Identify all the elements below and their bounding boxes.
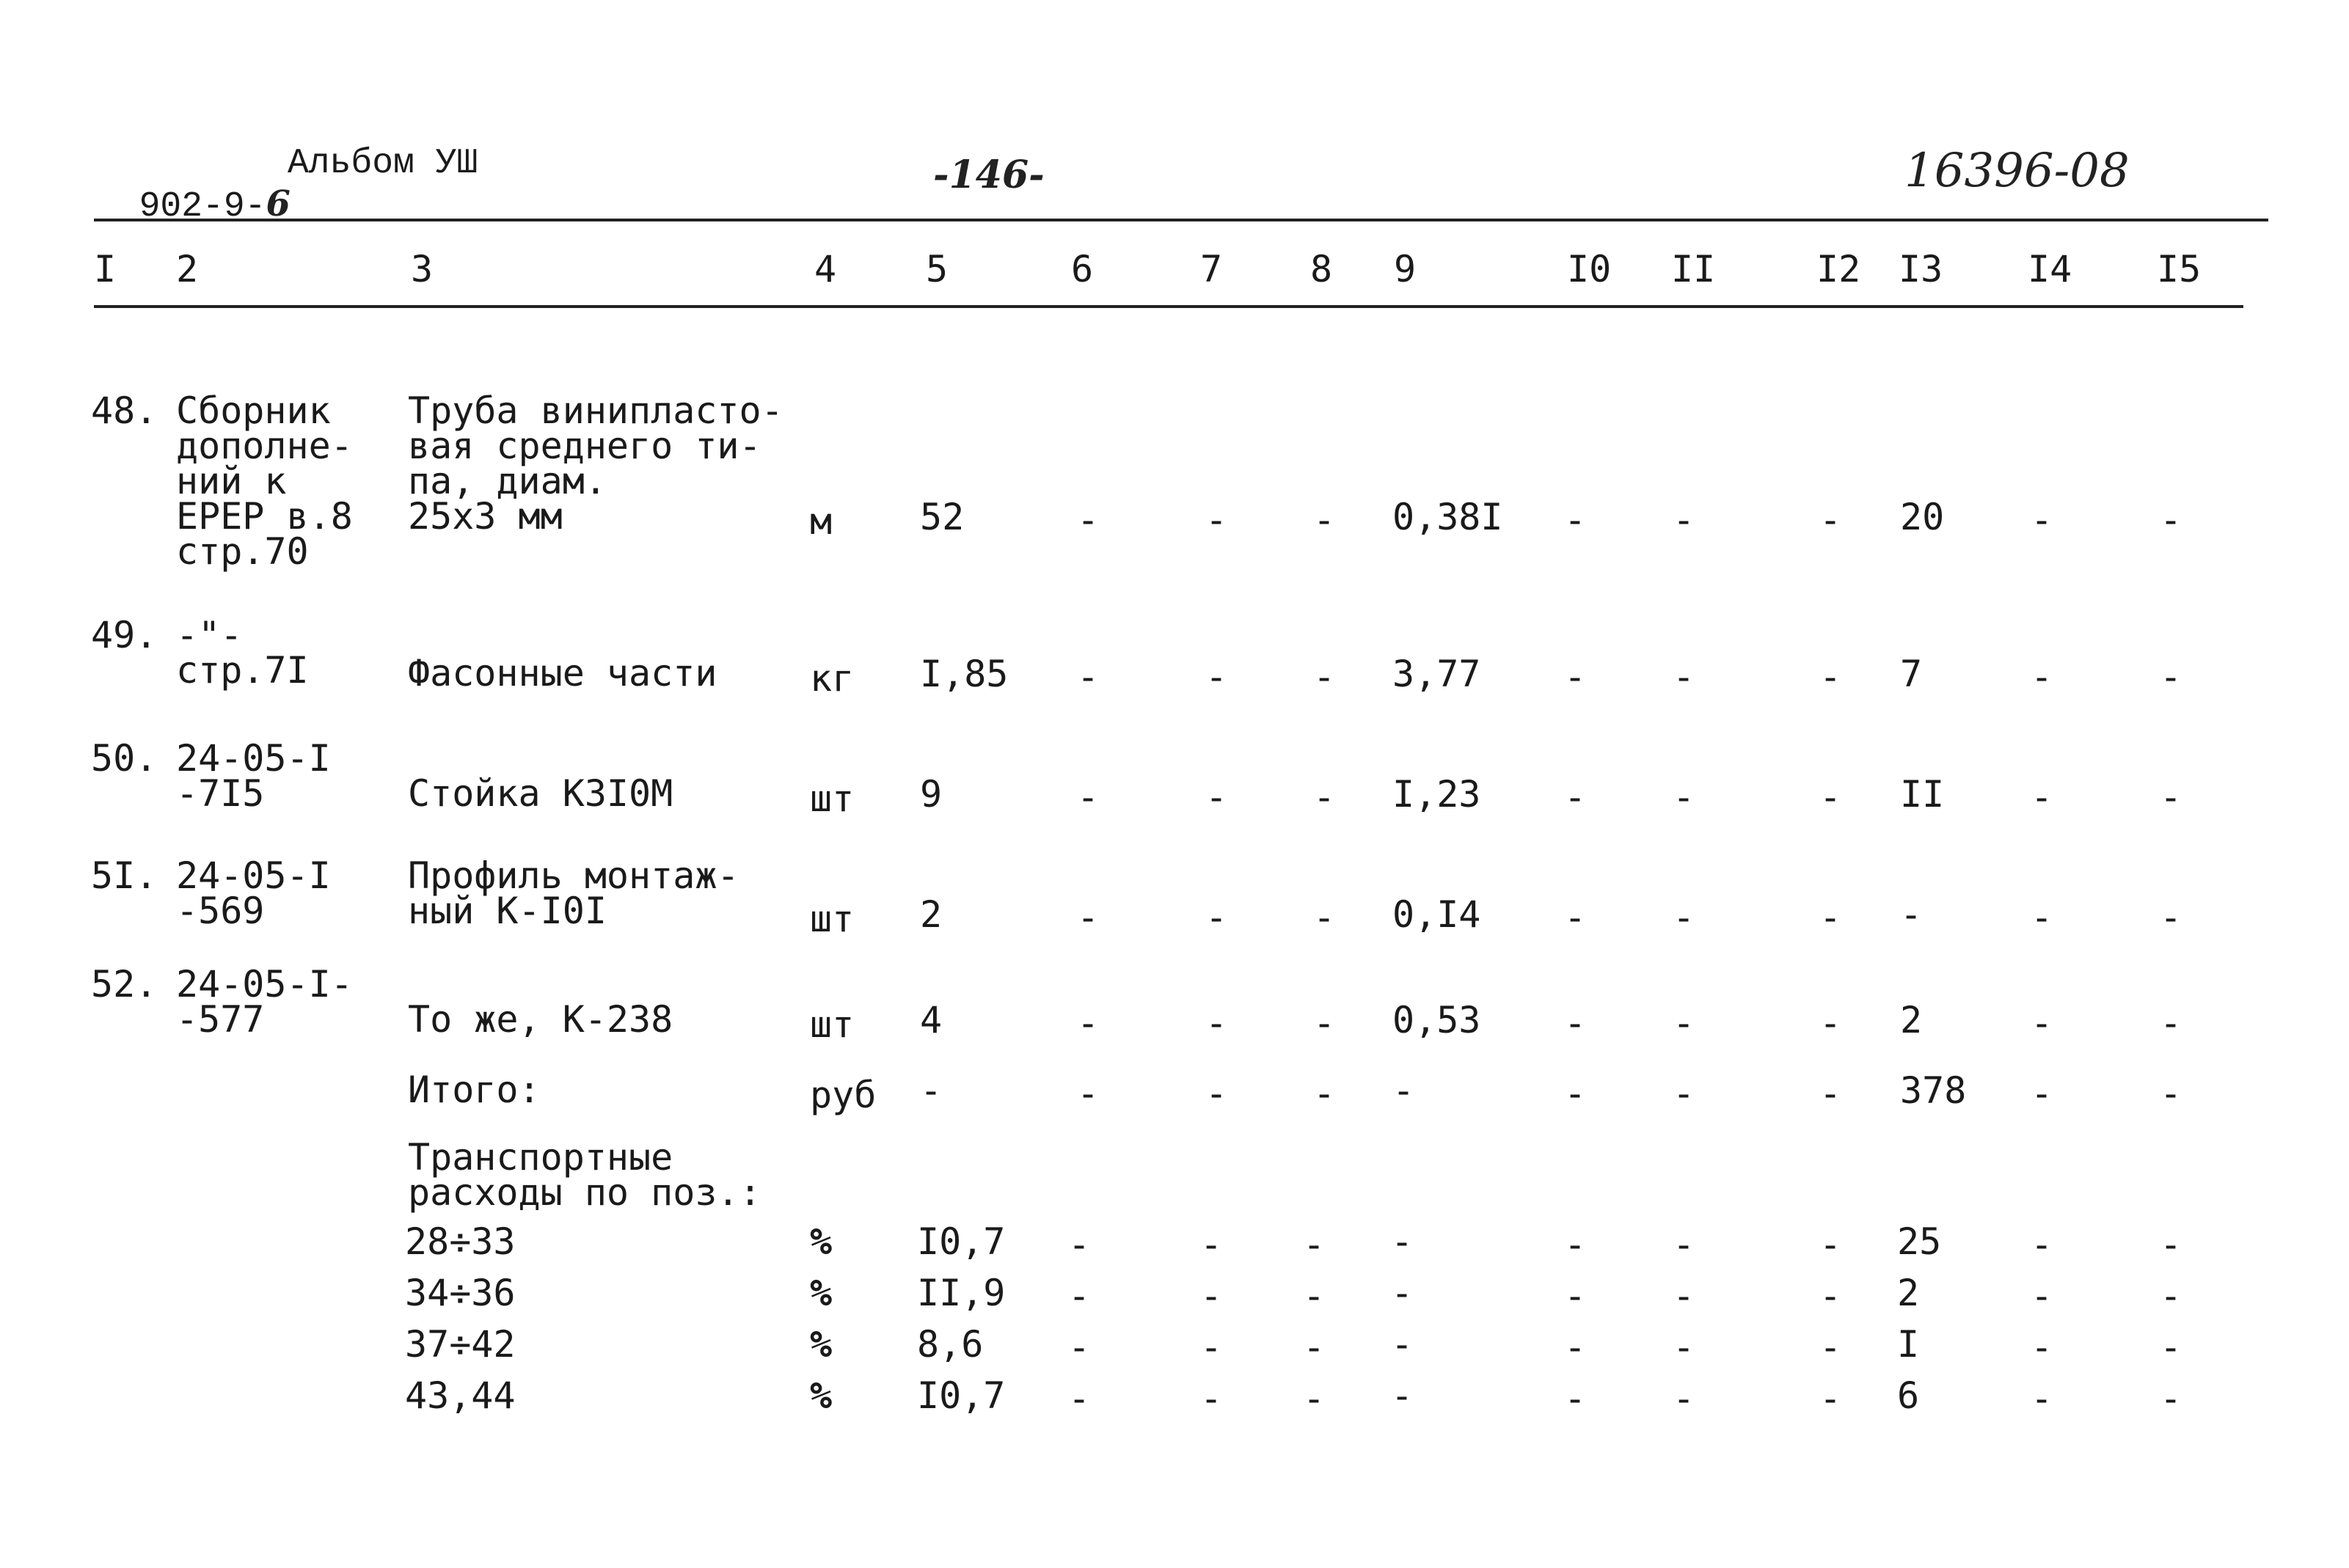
transport-rate: I0,7 <box>917 1374 1006 1417</box>
transport-dash-c6: - <box>1068 1326 1091 1369</box>
transport-percent: % <box>810 1220 833 1263</box>
cell-col13: - <box>1900 893 1923 936</box>
transport-dash-c6: - <box>1068 1223 1091 1266</box>
transport-col9: - <box>1391 1323 1414 1366</box>
column-header-10: I0 <box>1567 248 1612 290</box>
album-code-printed: 902-9- <box>139 187 266 227</box>
cell-dash-c6: - <box>1077 1072 1100 1115</box>
cell-dash-c10: - <box>1564 1002 1587 1044</box>
cell-dash-c15: - <box>2160 1002 2182 1044</box>
transport-percent: % <box>810 1374 833 1417</box>
row-name: Фасонные части <box>408 652 717 695</box>
transport-col9: - <box>1391 1220 1414 1263</box>
row-unit: шт <box>810 1003 855 1046</box>
page-number: -146- <box>933 153 1045 197</box>
column-header-9: 9 <box>1394 248 1417 290</box>
cell-dash-c15: - <box>2160 896 2182 939</box>
column-header-4: 4 <box>814 248 837 290</box>
document-number: 16396-08 <box>1904 144 2130 198</box>
row-name: Профиль монтаж- ный К-I0I <box>408 854 739 932</box>
cell-col13: II <box>1900 773 1945 816</box>
cell-dash-c7: - <box>1205 1072 1228 1115</box>
cell-dash-c11: - <box>1673 1002 1695 1044</box>
cell-dash-c15: - <box>2160 656 2182 698</box>
cell-dash-c6: - <box>1077 896 1100 939</box>
transport-dash-c12: - <box>1819 1326 1842 1369</box>
cell-dash-c8: - <box>1313 776 1336 818</box>
transport-positions: 43,44 <box>405 1374 516 1417</box>
transport-dash-c15: - <box>2160 1326 2182 1369</box>
column-header-11: II <box>1671 248 1716 290</box>
cell-dash-c12: - <box>1819 656 1842 698</box>
transport-dash-c7: - <box>1200 1223 1223 1266</box>
transport-col9: - <box>1391 1272 1414 1314</box>
transport-positions: 34÷36 <box>405 1272 516 1314</box>
transport-dash-c10: - <box>1564 1377 1587 1420</box>
cell-dash-c11: - <box>1673 656 1695 698</box>
cell-dash-c11: - <box>1673 776 1695 818</box>
cell-dash-c6: - <box>1077 656 1100 698</box>
album-code <box>97 144 291 227</box>
transport-dash-c12: - <box>1819 1377 1842 1420</box>
transport-dash-c8: - <box>1303 1275 1326 1317</box>
cell-dash-c6: - <box>1077 1002 1100 1044</box>
row-number: 52. <box>91 963 158 1005</box>
row-source: 24-05-I -7I5 <box>176 737 331 815</box>
row-unit: руб <box>810 1074 877 1116</box>
transport-dash-c8: - <box>1303 1326 1326 1369</box>
cell-dash-c8: - <box>1313 896 1336 939</box>
transport-col13: 6 <box>1897 1374 1920 1417</box>
cell-col13: 20 <box>1900 496 1945 538</box>
cell-col5: 2 <box>920 893 943 936</box>
cell-col13: 378 <box>1900 1069 1967 1112</box>
transport-dash-c7: - <box>1200 1377 1223 1420</box>
cell-dash-c8: - <box>1313 499 1336 541</box>
transport-dash-c10: - <box>1564 1275 1587 1317</box>
transport-positions: 37÷42 <box>405 1323 516 1366</box>
cell-col5: 52 <box>920 496 965 538</box>
transport-dash-c15: - <box>2160 1275 2182 1317</box>
cell-dash-c10: - <box>1564 776 1587 818</box>
cell-col9: 0,38I <box>1392 496 1503 538</box>
column-header-2: 2 <box>176 248 199 290</box>
column-header-14: I4 <box>2028 248 2072 290</box>
cell-dash-c15: - <box>2160 1072 2182 1115</box>
cell-dash-c10: - <box>1564 896 1587 939</box>
cell-dash-c14: - <box>2031 896 2053 939</box>
cell-dash-c14: - <box>2031 656 2053 698</box>
transport-rate: I0,7 <box>917 1220 1006 1263</box>
cell-dash-c15: - <box>2160 499 2182 541</box>
transport-positions: 28÷33 <box>405 1220 516 1263</box>
transport-dash-c7: - <box>1200 1326 1223 1369</box>
transport-percent: % <box>810 1272 833 1314</box>
column-header-1: I <box>94 248 117 290</box>
cell-col5: 4 <box>920 999 943 1041</box>
transport-col13: 25 <box>1897 1220 1942 1263</box>
transport-heading: Транспортные расходы по поз.: <box>408 1136 761 1214</box>
transport-col13: 2 <box>1897 1272 1920 1314</box>
cell-dash-c8: - <box>1313 1002 1336 1044</box>
cell-dash-c6: - <box>1077 499 1100 541</box>
transport-dash-c6: - <box>1068 1275 1091 1317</box>
row-name: Итого: <box>408 1069 541 1111</box>
transport-col9: - <box>1391 1374 1414 1417</box>
cell-dash-c7: - <box>1205 1002 1228 1044</box>
column-header-5: 5 <box>926 248 949 290</box>
row-name: Стойка К3I0М <box>408 772 673 815</box>
cell-dash-c14: - <box>2031 499 2053 541</box>
transport-rate: II,9 <box>917 1272 1006 1314</box>
transport-dash-c14: - <box>2031 1223 2053 1266</box>
transport-col13: I <box>1897 1323 1920 1366</box>
transport-dash-c11: - <box>1673 1377 1695 1420</box>
cell-dash-c7: - <box>1205 499 1228 541</box>
row-name: Труба винипласто- вая среднего ти- па, диам. 25х3 мм <box>408 389 783 538</box>
row-number: 50. <box>91 737 158 780</box>
cell-col9: 3,77 <box>1392 653 1481 695</box>
row-source: 24-05-I- -577 <box>176 963 353 1041</box>
cell-dash-c6: - <box>1077 776 1100 818</box>
transport-dash-c12: - <box>1819 1223 1842 1266</box>
transport-dash-c14: - <box>2031 1326 2053 1369</box>
row-unit: м <box>810 500 833 543</box>
transport-dash-c11: - <box>1673 1275 1695 1317</box>
cell-dash-c12: - <box>1819 1072 1842 1115</box>
cell-dash-c8: - <box>1313 656 1336 698</box>
transport-dash-c8: - <box>1303 1223 1326 1266</box>
cell-col9: - <box>1392 1069 1415 1112</box>
album-code-handwritten: 6 <box>266 183 291 224</box>
column-header-7: 7 <box>1200 248 1223 290</box>
row-number: 5I. <box>91 854 158 897</box>
row-name: То же, К-238 <box>408 998 673 1041</box>
cell-col9: 0,53 <box>1392 999 1481 1041</box>
cell-dash-c10: - <box>1564 499 1587 541</box>
row-source: 24-05-I -569 <box>176 854 331 932</box>
row-source: Сборник дополне- ний к ЕРЕР в.8 стр.70 <box>176 389 353 573</box>
transport-dash-c8: - <box>1303 1377 1326 1420</box>
cell-dash-c8: - <box>1313 1072 1336 1115</box>
transport-dash-c10: - <box>1564 1326 1587 1369</box>
column-header-8: 8 <box>1310 248 1333 290</box>
cell-dash-c12: - <box>1819 1002 1842 1044</box>
transport-dash-c6: - <box>1068 1377 1091 1420</box>
cell-col5: I,85 <box>920 653 1009 695</box>
cell-col5: 9 <box>920 773 943 816</box>
cell-col9: I,23 <box>1392 773 1481 816</box>
cell-dash-c7: - <box>1205 776 1228 818</box>
header-bottom-rule <box>94 305 2243 308</box>
transport-dash-c7: - <box>1200 1275 1223 1317</box>
row-unit: шт <box>810 777 855 820</box>
transport-dash-c12: - <box>1819 1275 1842 1317</box>
transport-dash-c14: - <box>2031 1377 2053 1420</box>
cell-dash-c12: - <box>1819 776 1842 818</box>
transport-dash-c10: - <box>1564 1223 1587 1266</box>
cell-dash-c12: - <box>1819 499 1842 541</box>
row-unit: шт <box>810 898 855 940</box>
row-unit: кг <box>810 657 855 700</box>
cell-dash-c11: - <box>1673 499 1695 541</box>
cell-dash-c14: - <box>2031 776 2053 818</box>
cell-col13: 7 <box>1900 653 1923 695</box>
cell-dash-c10: - <box>1564 1072 1587 1115</box>
cell-col9: 0,I4 <box>1392 893 1481 936</box>
transport-percent: % <box>810 1323 833 1366</box>
cell-col5: - <box>920 1069 943 1112</box>
cell-col13: 2 <box>1900 999 1923 1041</box>
row-source: -"- стр.7I <box>176 614 309 692</box>
cell-dash-c11: - <box>1673 896 1695 939</box>
cell-dash-c14: - <box>2031 1002 2053 1044</box>
cell-dash-c15: - <box>2160 776 2182 818</box>
column-header-13: I3 <box>1899 248 1943 290</box>
cell-dash-c11: - <box>1673 1072 1695 1115</box>
transport-rate: 8,6 <box>917 1323 984 1366</box>
column-header-6: 6 <box>1071 248 1094 290</box>
cell-dash-c7: - <box>1205 896 1228 939</box>
transport-dash-c14: - <box>2031 1275 2053 1317</box>
transport-dash-c11: - <box>1673 1223 1695 1266</box>
column-header-15: I5 <box>2157 248 2202 290</box>
cell-dash-c10: - <box>1564 656 1587 698</box>
cell-dash-c12: - <box>1819 896 1842 939</box>
transport-dash-c15: - <box>2160 1223 2182 1266</box>
transport-dash-c15: - <box>2160 1377 2182 1420</box>
row-number: 49. <box>91 614 158 656</box>
transport-dash-c11: - <box>1673 1326 1695 1369</box>
row-number: 48. <box>91 389 158 432</box>
column-header-12: I2 <box>1816 248 1861 290</box>
header-top-rule <box>94 219 2268 221</box>
cell-dash-c7: - <box>1205 656 1228 698</box>
album-title: Альбом УШ <box>288 144 478 183</box>
column-header-3: 3 <box>411 248 434 290</box>
cell-dash-c14: - <box>2031 1072 2053 1115</box>
